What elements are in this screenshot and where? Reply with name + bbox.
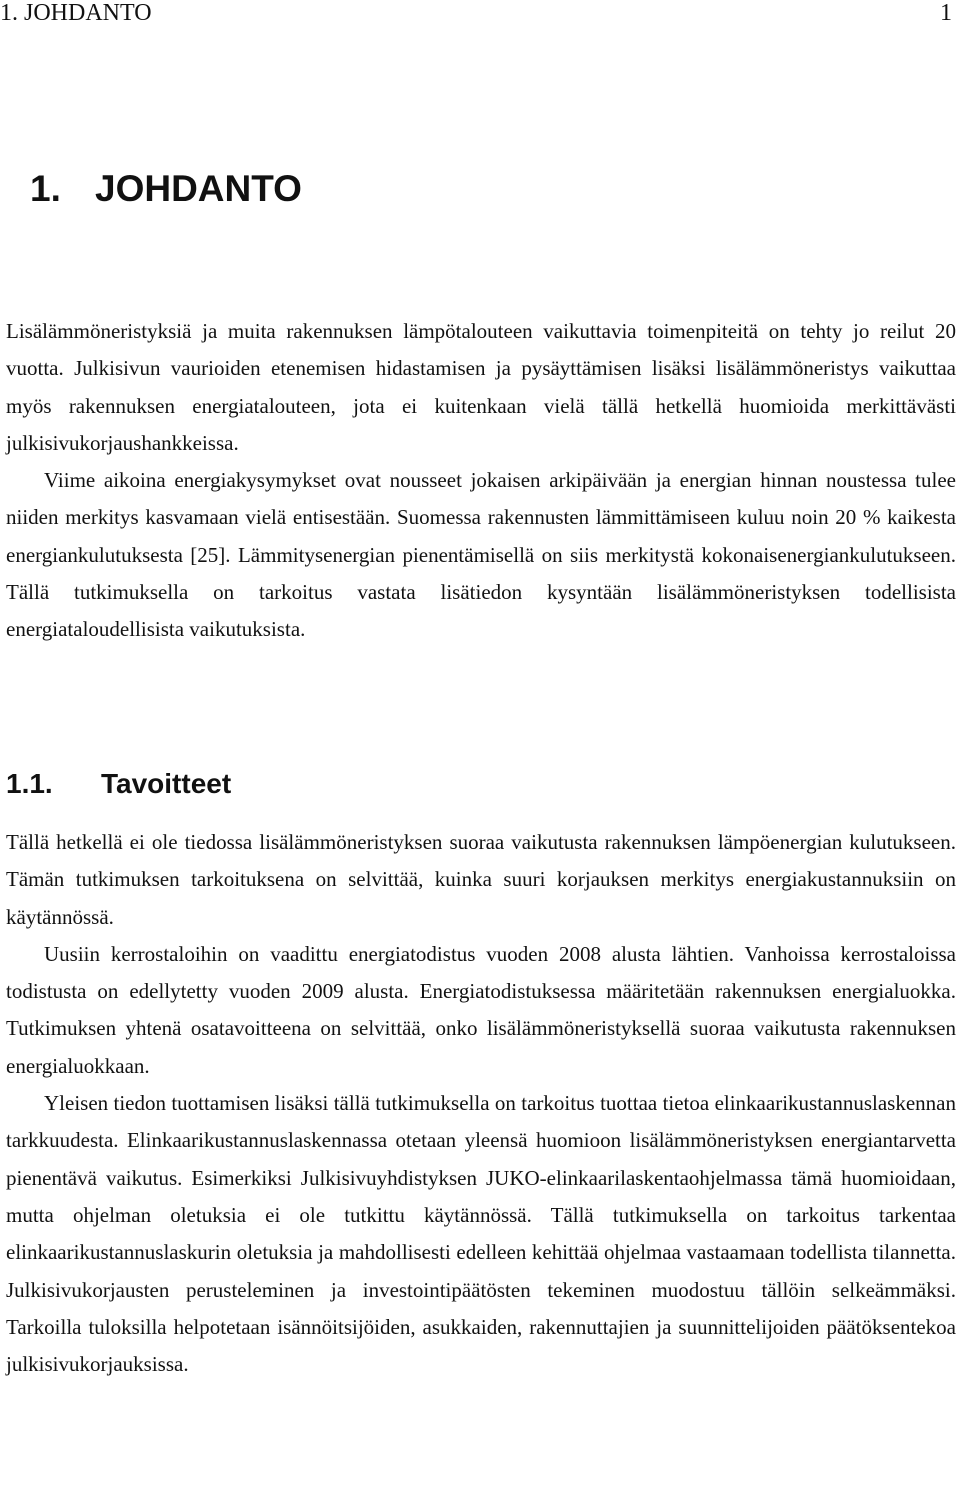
section-heading xyxy=(6,766,231,802)
paragraph: Lisälämmöneristyksiä ja muita rakennuksen lämpötalouteen vaikuttavia toimenpiteitä on tehty jo reilut 20 vuotta. Julkisivun vaurioiden etenemisen hidastamisen ja pysäyttämisen lisäksi lisälämmöneristys vaikuttaa myös rakennuksen energiatalouteen, jota ei kuitenkaan vielä tällä hetkellä huomioida merkittävästi julkisivukorjaushankkeissa. xyxy=(6,319,956,455)
chapter-number: 1. xyxy=(30,168,61,209)
paragraph: Uusiin kerrostaloihin on vaadittu energiatodistus vuoden 2008 alusta lähtien. Vanhoissa kerrostaloissa todistusta on edellytetty vuoden 2009 alusta. Energiatodistuksessa määritetään rakennuksen energialuokka. Tutkimuksen yhtenä osatavoitteena on selvittää, onko lisälämmöneristyksellä suoraa vaikutusta rakennuksen energialuokkaan. xyxy=(6,941,956,1078)
chapter-title: JOHDANTO xyxy=(95,168,302,209)
page-number: 1 xyxy=(940,0,952,26)
paragraph: Tällä hetkellä ei ole tiedossa lisälämmöneristyksen suoraa vaikutusta rakennuksen lämpöenergian kulutukseen. Tämän tutkimuksen tarkoituksena on selvittää, kuinka suuri korjauksen merkitys energiakustannuksiin on käytännössä. xyxy=(6,830,956,929)
chapter-heading xyxy=(30,167,302,211)
section-text xyxy=(6,824,956,1383)
paragraph: Viime aikoina energiakysymykset ovat nousseet jokaisen arkipäivään ja energian hinnan noustessa tulee niiden merkitys kasvamaan vielä entisestään. Suomessa rakennusten lämmittämiseen kuluu noin 20 % kaikesta energiankulutuksesta [25]. Lämmitysenergian pienentämisellä on siis merkitystä kokonaisenergiankulutukseen. Tällä tutkimuksella on tarkoitus vastata lisätiedon kysyntään lisälämmöneristyksen todellisista energiataloudellisista vaikutuksista. xyxy=(6,468,956,642)
paragraph: Yleisen tiedon tuottamisen lisäksi tällä tutkimuksella on tarkoitus tuottaa tietoa elinkaarikustannuslaskennan tarkkuudesta. Elinkaarikustannuslaskennassa otetaan yleensä huomioon lisälämmöneristyksen energiantarvetta pienentävä vaikutus. Esimerkiksi Julkisivuyhdistyksen JUKO-elinkaarilaskentaohjelmassa tämä huomioidaan, mutta ohjelman oletuksia ei ole tutkittu käytännössä. Tällä tutkimuksella on tarkoitus tarkentaa elinkaarikustannuslaskurin oletuksia ja mahdollisesti edelleen kehittää ohjelmaa vastaamaan todellista tilannetta. Julkisivukorjausten perusteleminen ja investointipäätösten tekeminen muodostuu tällöin selkeämmäksi. Tarkoilla tuloksilla helpotetaan isännöitsijöiden, asukkaiden, rakennuttajien ja suunnittelijoiden päätöksentekoa julkisivukorjauksissa. xyxy=(6,1091,956,1377)
section-title: Tavoitteet xyxy=(101,768,232,799)
running-header xyxy=(0,0,952,26)
section-number: 1.1. xyxy=(6,768,53,799)
running-header-title: 1. JOHDANTO xyxy=(0,0,152,26)
intro-text xyxy=(6,313,956,649)
